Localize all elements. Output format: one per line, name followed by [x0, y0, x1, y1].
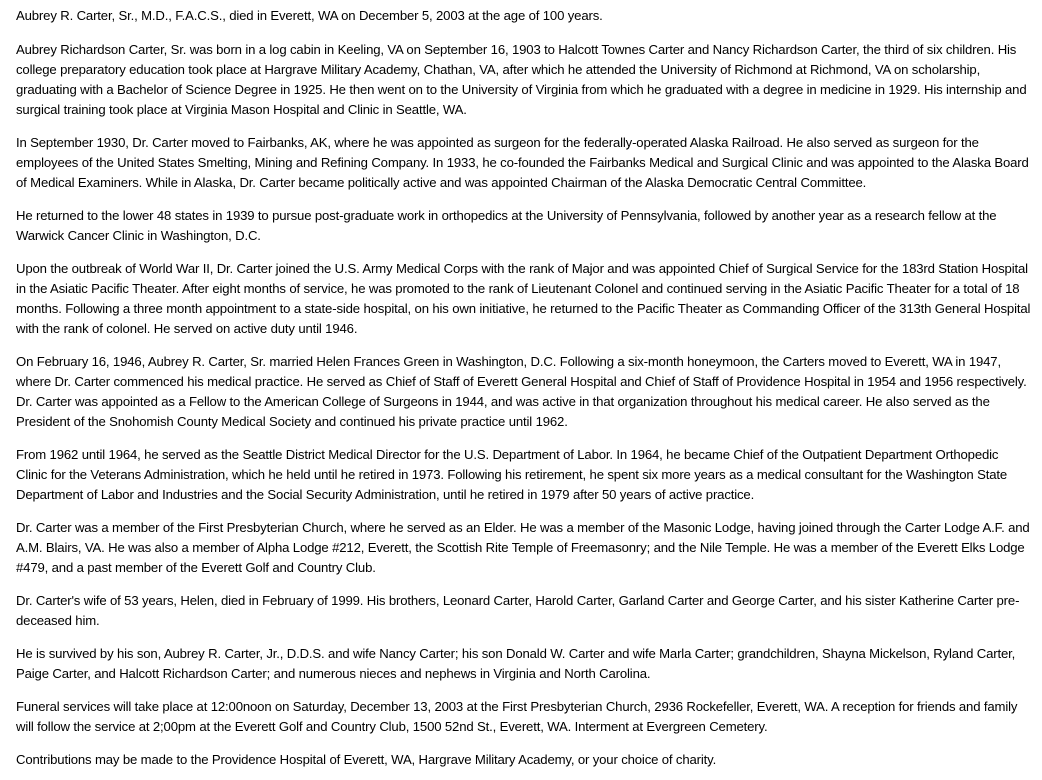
paragraph-marriage-practice: On February 16, 1946, Aubrey R. Carter, Sr. married Helen Frances Green in Washington, D.C. Following a six-month honeymoon, the Carters moved to Everett, WA in 1947, where Dr. Carter commenced his medical practice. He served as Chief of Staff of Everett General Hospital and Chief of Staff of Providence Hospital in 1954 and 1956 respectively. Dr. Carter was appointed as a Fellow to the American College of Surgeons in 1944, and was active in that organization throughout his medical career. He also served as the President of the Snohomish County Medical Society and continued his private practice until 1962. [16, 354, 1027, 429]
paragraph-funeral-services: Funeral services will take place at 12:00noon on Saturday, December 13, 2003 at the First Presbyterian Church, 2936 Rockefeller, Everett, WA. A reception for friends and family will follow the service at 2;00pm at the Everett Golf and Country Club, 1500 52nd St., Everett, WA. Interment at Evergreen Cemetery. [16, 699, 1018, 734]
paragraph-early-life: Aubrey Richardson Carter, Sr. was born in a log cabin in Keeling, VA on September 16, 1903 to Halcott Townes Carter and Nancy Richardson Carter, the third of six children. His college preparatory education took place at Hargrave Military Academy, Chathan, VA, after which he attended the University of Richmond at Richmond, VA on scholarship, graduating with a Bachelor of Science Degree in 1925. He then went on to the University of Virginia from which he graduated with a degree in medicine in 1929. His internship and surgical training took place at Virginia Mason Hospital and Clinic in Seattle, WA. [16, 42, 1027, 117]
paragraph-postgraduate: He returned to the lower 48 states in 1939 to pursue post-graduate work in orthopedics at the University of Pennsylvania, followed by another year as a research fellow at the Warwick Cancer Clinic in Washington, D.C. [16, 208, 997, 243]
paragraph-death-notice: Aubrey R. Carter, Sr., M.D., F.A.C.S., died in Everett, WA on December 5, 2003 at the age of 100 years. [16, 8, 603, 23]
paragraph-contributions: Contributions may be made to the Providence Hospital of Everett, WA, Hargrave Military Academy, or your choice of charity. [16, 752, 717, 767]
paragraph-survivors: He is survived by his son, Aubrey R. Carter, Jr., D.D.S. and wife Nancy Carter; his son Donald W. Carter and wife Marla Carter; grandchildren, Shayna Mickelson, Ryland Carter, Paige Carter, and Halcott Richardson Carter; and numerous nieces and nephews in Virginia and North Carolina. [16, 646, 1016, 681]
paragraph-later-career: From 1962 until 1964, he served as the Seattle District Medical Director for the U.S. Department of Labor. In 1964, he became Chief of the Outpatient Department Orthopedic Clinic for the Veterans Administration, which he held until he retired in 1973. Following his retirement, he spent six more years as a medical consultant for the Washington State Department of Labor and Industries and the Social Security Administration, until he retired in 1979 after 50 years of active practice. [16, 447, 1008, 502]
paragraph-alaska: In September 1930, Dr. Carter moved to Fairbanks, AK, where he was appointed as surgeon for the federally-operated Alaska Railroad. He also served as surgeon for the employees of the United States Smelting, Mining and Refining Company. In 1933, he co-founded the Fairbanks Medical and Surgical Clinic and was appointed to the Alaska Board of Medical Examiners. While in Alaska, Dr. Carter became politically active and was appointed Chairman of the Alaska Democratic Central Committee. [16, 135, 1029, 190]
paragraph-memberships: Dr. Carter was a member of the First Presbyterian Church, where he served as an Elder. He was a member of the Masonic Lodge, having joined through the Carter Lodge A.F. and A.M. Blairs, VA. He was also a member of Alpha Lodge #212, Everett, the Scottish Rite Temple of Freemasonry; and the Nile Temple. He was a member of the Everett Elks Lodge #479, and a past member of the Everett Golf and Country Club. [16, 520, 1030, 575]
paragraph-predeceased: Dr. Carter's wife of 53 years, Helen, died in February of 1999. His brothers, Leonard Carter, Harold Carter, Garland Carter and George Carter, and his sister Katherine Carter pre-deceased him. [16, 593, 1020, 628]
paragraph-military-service: Upon the outbreak of World War II, Dr. Carter joined the U.S. Army Medical Corps with the rank of Major and was appointed Chief of Surgical Service for the 183rd Station Hospital in the Asiatic Pacific Theater. After eight months of service, he was promoted to the rank of Lieutenant Colonel and continued serving in the Asiatic Pacific Theater for a total of 18 months. Following a three month appointment to a state-side hospital, on his own initiative, he returned to the Pacific Theater as Commanding Officer of the 313th General Hospital with the rank of colonel. He served on active duty until 1946. [16, 261, 1031, 336]
